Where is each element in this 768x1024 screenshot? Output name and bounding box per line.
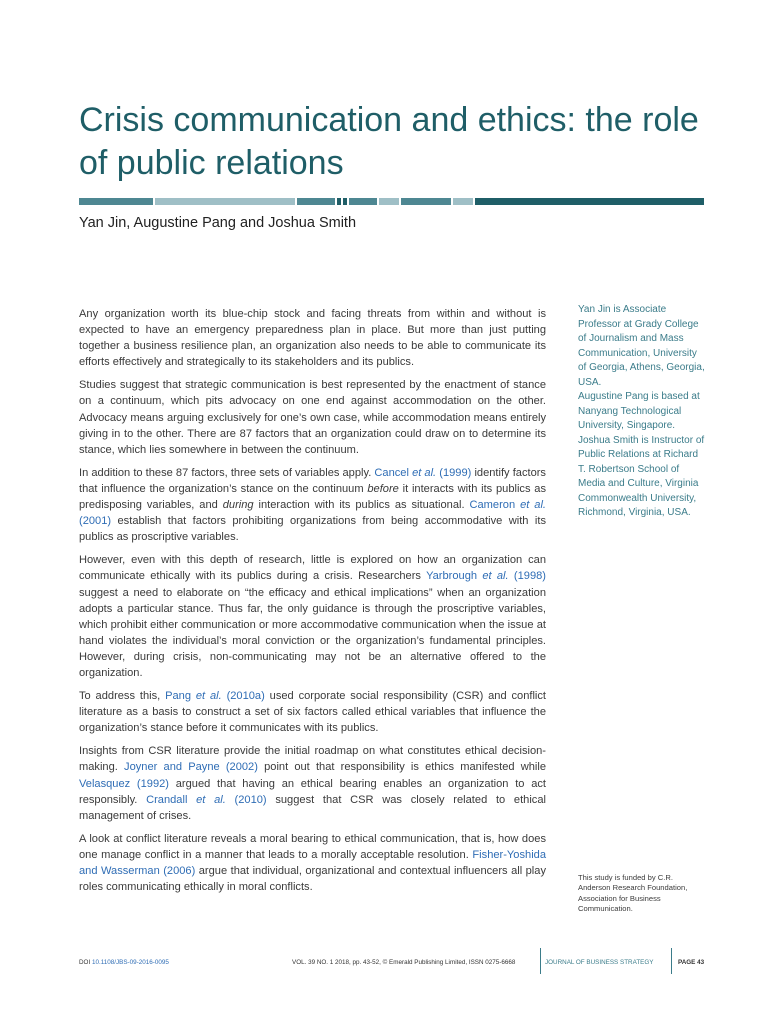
text-run: In addition to these 87 factors, three sets of variables apply. [79,466,372,479]
body-paragraph-6 [79,743,546,823]
doi-label: DOI [79,959,91,966]
body-paragraph-3 [79,465,546,545]
article-title: Crisis communication and ethics: the role of public relations [79,101,699,182]
author-bio-smith: Joshua Smith is Instructor of Public Relations at Richard T. Robertson School of Media and Culture, Virginia Commonwealth University, Richmond, Virginia, USA. [578,434,705,518]
citation-link[interactable]: Crandall et al. (2010) [146,793,267,806]
text-run: However, even with this depth of research, little is explored on how an organization can communicate ethically with its publics during a crisis. Researchers [79,554,546,583]
text-run: it interacts with its publics as predisposing variables, and [79,482,547,512]
citation-link[interactable]: Cameron et al. (2001) [79,499,546,528]
text-run: used corporate social responsibility (CSR) and conflict literature as a basis to construct a set of six factors called ethical variables that influence the organization’s stance before it communicates with its publics. [79,690,547,735]
body-paragraph-1: Any organization worth its blue-chip stock and facing threats from within and without is expected to have an emergency preparedness plan in place. But more than just putting together a business resilience plan, an organization also needs to be able to communicate its efforts effectively and strategically to its stakeholders and its publics. [79,308,546,369]
citation-link[interactable]: Fisher-Yoshida and Wasserman (2006) [79,848,546,877]
citation-link[interactable]: Yarbrough et al. (1998) [426,570,546,583]
title-decorative-rule [79,198,704,205]
footer-divider [671,948,672,974]
doi-line [79,959,169,966]
emphasis-text: during [222,499,254,512]
body-paragraph-5 [79,688,546,736]
text-run: argue that individual, organizational and contextual influencers all play roles communicating ethically in moral conflicts. [79,865,546,894]
page-footer [79,948,707,978]
text-run: suggest a need to elaborate on “the efficacy and ethical implications” when an organization adopts a particular stance. Thus far, the only guidance is through the proscriptive variables, which prohibit either communication or more accommodative communication when the issue at hand violates the individual’s moral conviction or the organization’s fundamental principles. However, during crisis, non-communicating may not be an alternative offered to the organization. [79,586,546,679]
text-run: point out that responsibility is ethics manifested while [264,761,546,774]
citation-link[interactable]: Pang et al. (2010a) [165,690,265,703]
text-run: A look at conflict literature reveals a moral bearing to ethical communication, that is, how does one manage conflict in a manner that leads to a morally acceptable resolution. [79,832,546,861]
text-run: identify factors that influence the organization’s stance on the continuum [79,466,546,495]
journal-name: JOURNAL OF BUSINESS STRATEGY [545,959,654,966]
funding-note: This study is funded by C.R. Anderson Research Foundation, Association for Business Communication. [578,873,688,914]
author-bios-sidebar [578,303,706,521]
body-paragraph-2: Studies suggest that strategic communication is best represented by the enactment of stance on a continuum, which pits advocacy on one end against accommodation on the other. Advocacy means arguing exclusively for one’s own case, while accommodation means entirely giving in to the other. There are 87 factors that an organization could draw on to determine its stance, which lies somewhere in between the continuum. [79,379,546,456]
author-bio-pang: Augustine Pang is based at Nanyang Technological University, Singapore. [578,391,700,431]
text-run: suggest that CSR was closely related to ethical management of crises. [79,793,546,822]
text-run: Insights from CSR literature provide the initial roadmap on what constitutes ethical decision-making. [79,745,546,774]
volume-info: VOL. 39 NO. 1 2018, pp. 43-52, © Emerald Publishing Limited, ISSN 0275-6668 [292,959,516,966]
text-run: interaction with its publics as situational. [258,499,465,512]
author-bio-jin: Yan Jin is Associate Professor at Grady College of Journalism and Mass Communication, University of Georgia, Athens, Georgia, USA. [578,304,705,388]
doi-link[interactable]: 10.1108/JBS-09-2016-0095 [91,959,169,966]
text-run: argued that having an ethical bearing enables an organization to act responsibly. [79,777,546,806]
author-list: Yan Jin, Augustine Pang and Joshua Smith [79,215,357,231]
citation-link[interactable]: Cancel et al. (1999) [374,466,472,479]
body-paragraph-7 [79,831,546,895]
body-paragraph-4 [79,552,546,681]
article-body [79,306,546,902]
emphasis-text: before [367,482,399,495]
text-run: To address this, [79,690,161,703]
citation-link[interactable]: Velasquez (1992) [79,777,170,790]
footer-divider [540,948,541,974]
text-run: establish that factors prohibiting organizations from being accommodative with its publics as proscriptive variables. [79,515,546,544]
citation-link[interactable]: Joyner and Payne (2002) [124,761,258,774]
page-number: PAGE 43 [678,959,705,966]
